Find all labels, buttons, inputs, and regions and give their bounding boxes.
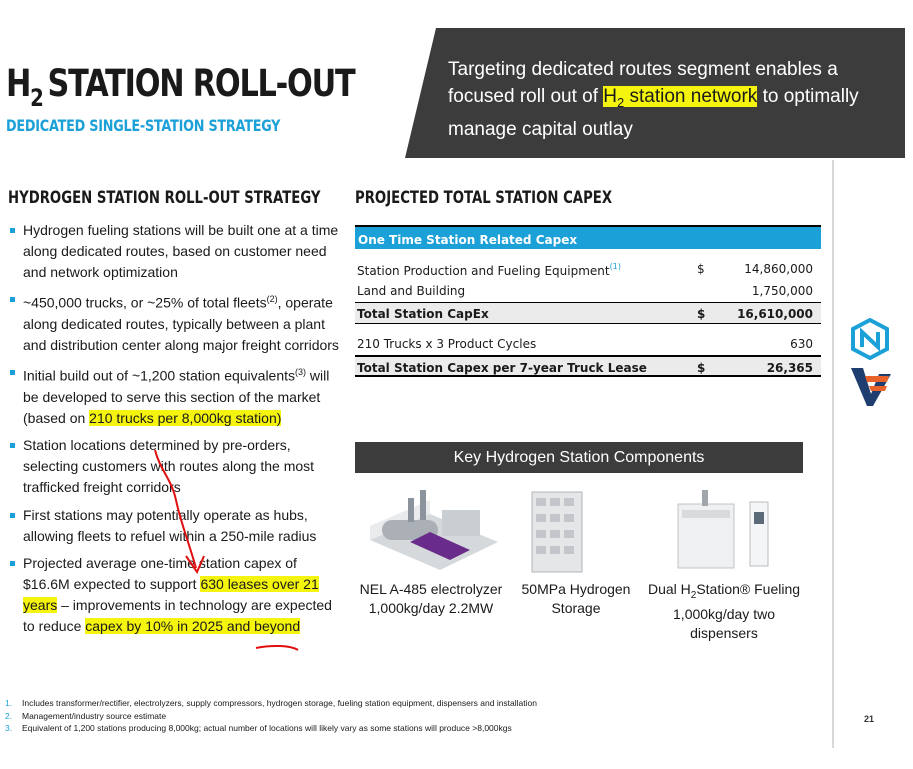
strategy-bullets: [8, 220, 346, 644]
bullet-1: Hydrogen fueling stations will be built one at a time along dedicated routes, based on customer need and network optimization: [8, 220, 346, 282]
electrolyzer-image: [360, 480, 502, 575]
banner-text: Targeting dedicated routes segment enables a focused roll out of $H_2$ station network to optimally manage capital outlay: [448, 59, 859, 140]
page-number: 21: [864, 714, 875, 724]
fueling-caption: Dual $H_2Station®$ Fueling 1,000kg/day two dispensers: [647, 581, 801, 641]
annotation-underline: [256, 646, 298, 650]
footnote-3: 3. Equivalent of 1,200 stations producing 8,000kg; actual number of locations will likely vary as some stations will produce >8,000kgs: [5, 723, 512, 733]
footnote-1: 1. Includes transformer/rectifier, electrolyzers, supply compressors, hydrogen storage, fueling station equipment, dispensers and installation: [5, 698, 537, 708]
footnotes: [5, 697, 537, 735]
storage-caption: 50MPa Hydrogen Storage: [521, 581, 631, 616]
table-row: Land and Building 1,750,000: [357, 284, 813, 298]
page-title: $H_2$ STATION ROLL-OUT: [6, 62, 355, 112]
strategy-heading: HYDROGEN STATION ROLL-OUT STRATEGY: [8, 188, 321, 208]
components-heading: Key Hydrogen Station Components: [355, 442, 803, 473]
page-subtitle: DEDICATED SINGLE-STATION STRATEGY: [6, 116, 281, 135]
storage-image: [528, 488, 586, 576]
divider-line: [832, 160, 834, 748]
footnote-2: 2. Management/industry source estimate: [5, 710, 167, 721]
bullet-6: Projected average one-time station capex of $16.6M expected to support 630 leases over 21 years – improvements in technology are expected to reduce capex by 10% in 2025 and beyond: [8, 553, 346, 636]
table-row-total: Total Station CapEx $ 16,610,000: [355, 302, 821, 324]
bullet-3: Initial build out of ~1,200 station equivalents$^{(3)}$ will be developed to serve this section of the market (based on 210 trucks per 8,000kg station): [8, 362, 346, 428]
table-row: Station Production and Fueling Equipment$^{(1)}$ $ 14,860,000: [357, 262, 813, 278]
bullet-2: ~450,000 trucks, or ~25% of total fleets$^{(2)}$, operate along dedicated routes, typically between a plant and distribution center along major freight corridors: [8, 289, 346, 355]
fueling-station-image: [672, 484, 776, 576]
bullet-5: First stations may potentially operate as hubs, allowing fleets to refuel within a 250-mile radius: [8, 505, 346, 547]
electrolyzer-caption: NEL A-485 electrolyzer 1,000kg/day 2.2MW: [359, 581, 503, 616]
table-row: 210 Trucks x 3 Product Cycles 630: [357, 337, 813, 351]
capex-table: [355, 225, 821, 377]
capex-table-header: One Time Station Related Capex: [355, 225, 821, 249]
capex-heading: PROJECTED TOTAL STATION CAPEX: [355, 188, 613, 208]
table-row-total: Total Station Capex per 7-year Truck Lease $ 26,365: [355, 355, 821, 377]
nikola-logo-icon: [850, 318, 890, 360]
bullet-4: Station locations determined by pre-orders, selecting customers with routes along the most trafficked freight corridors: [8, 435, 346, 497]
nel-logo-icon: [849, 364, 893, 408]
